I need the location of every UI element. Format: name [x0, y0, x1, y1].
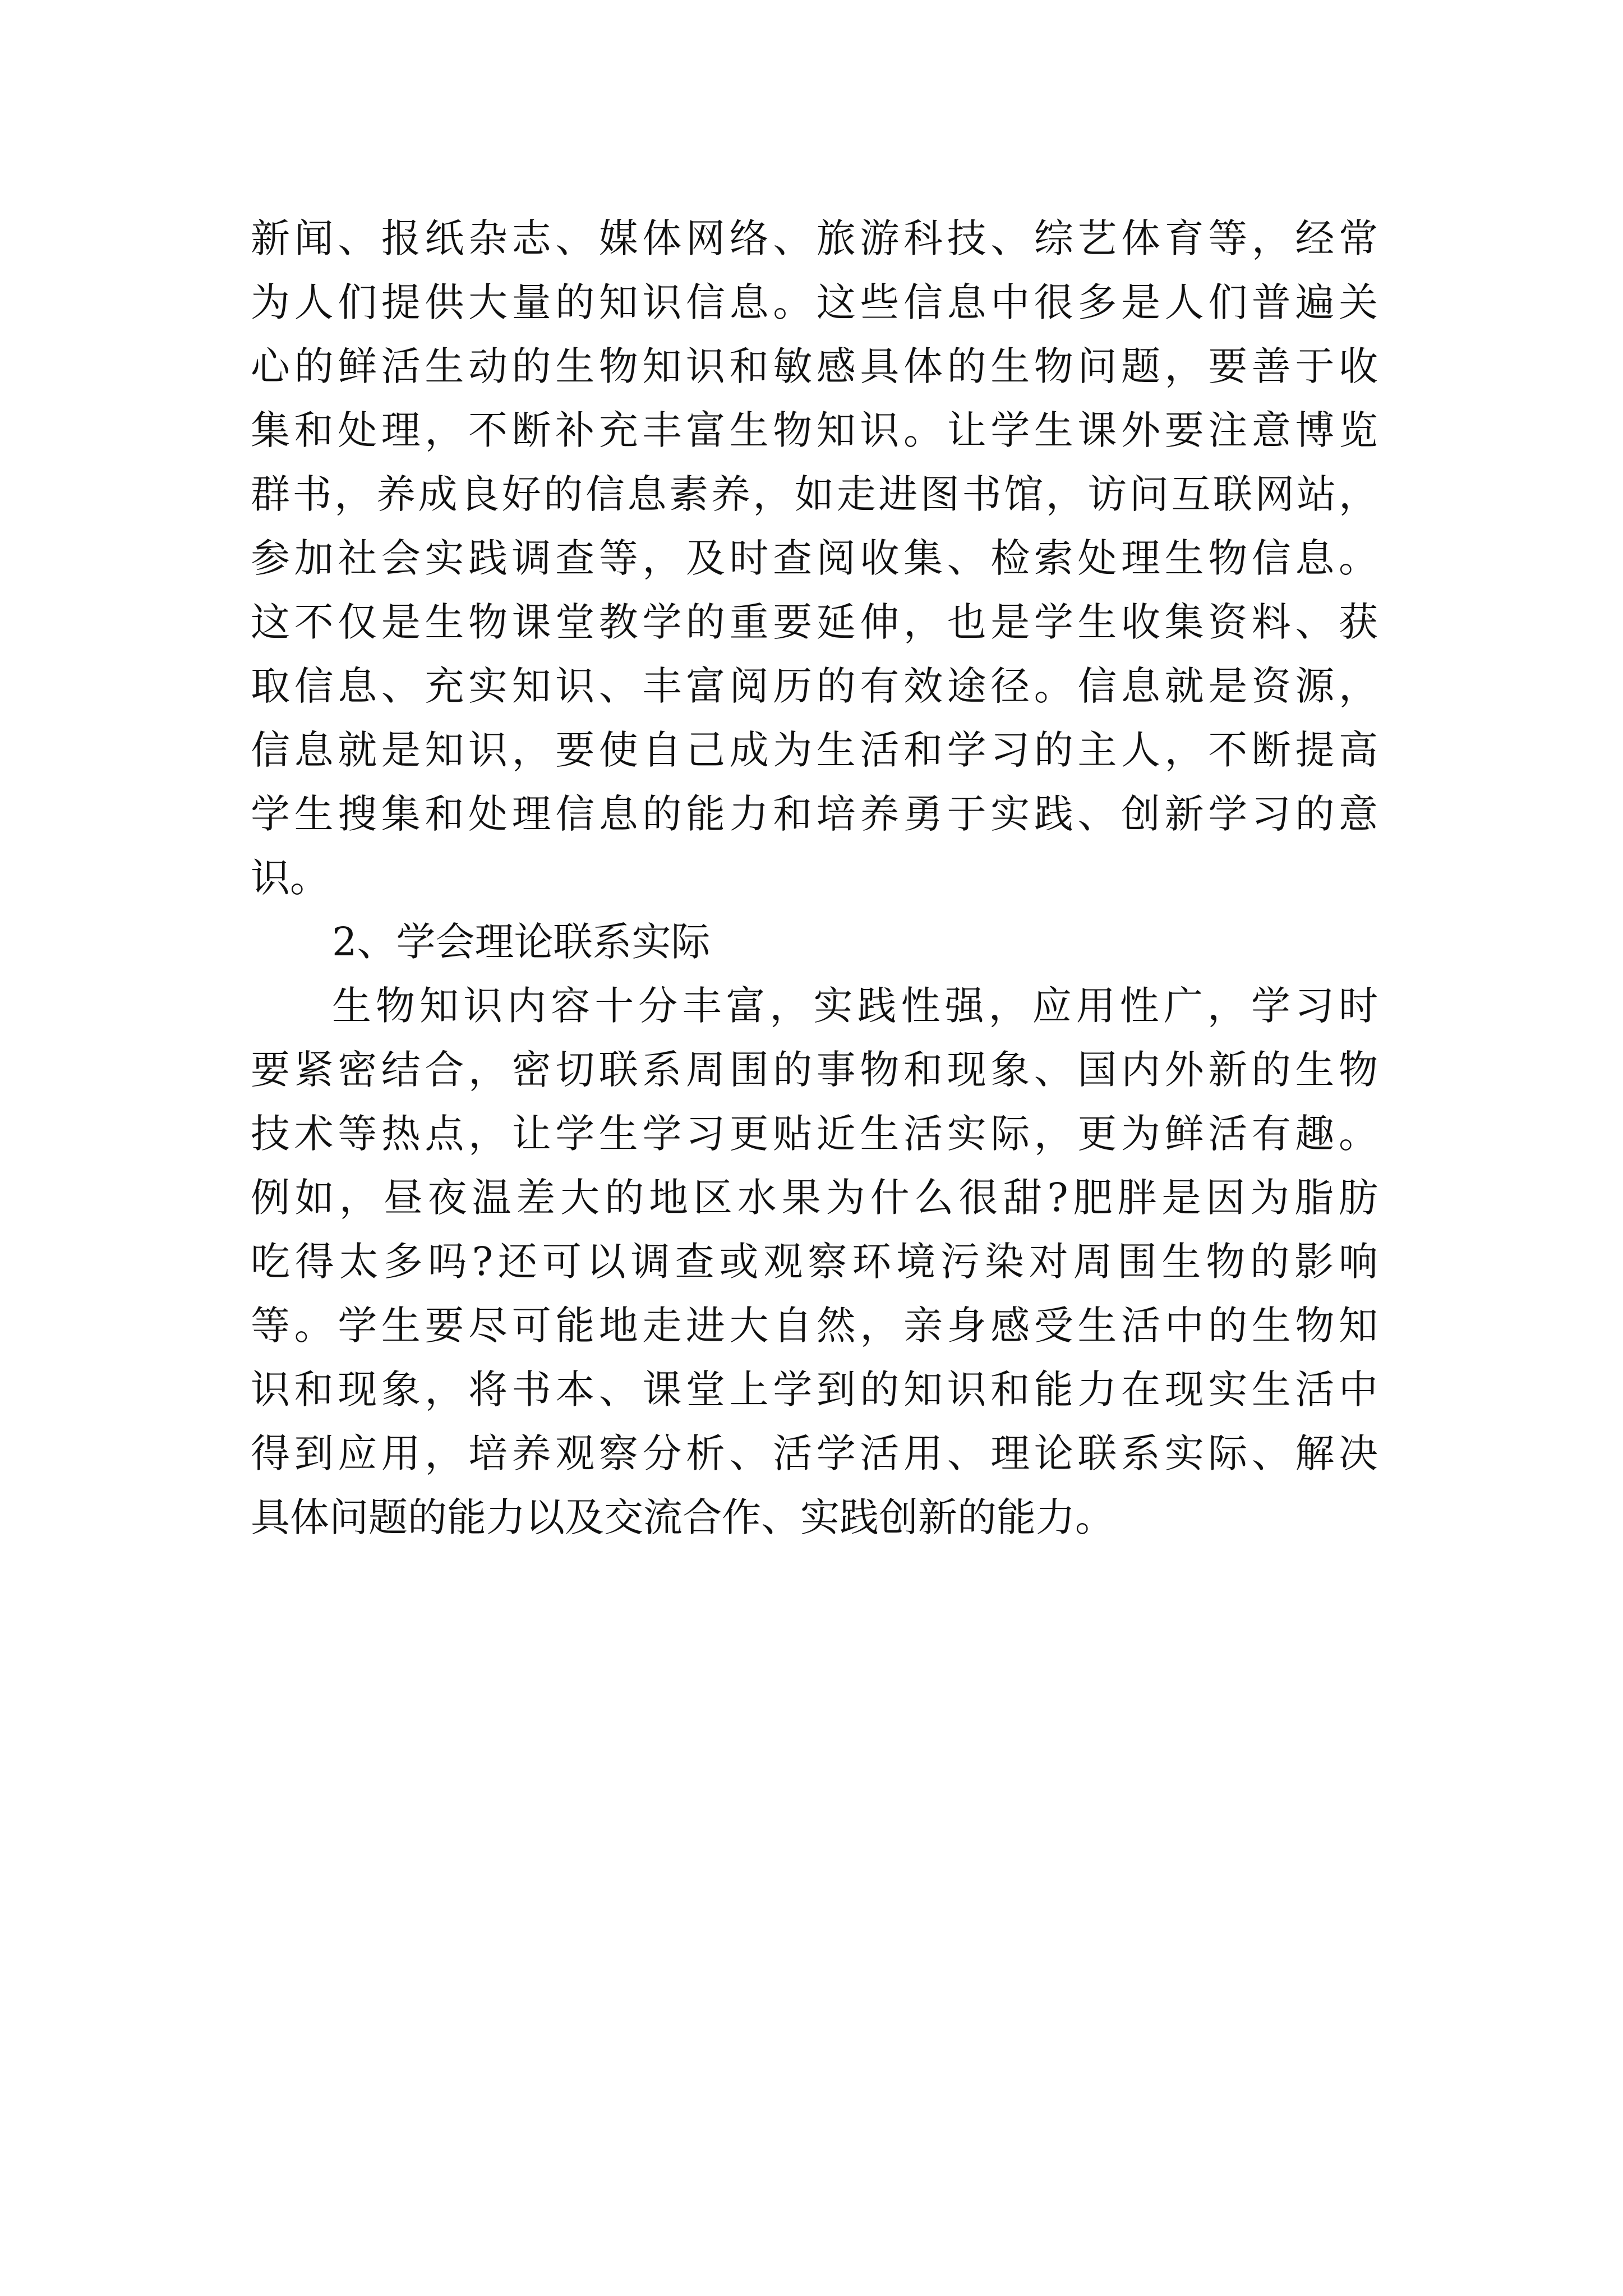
text-line: 具体问题的能力以及交流合作、实践创新的能力。	[251, 1494, 1114, 1540]
text-line: 为人们提供大量的知识信息。这些信息中很多是人们普遍关	[251, 279, 1378, 325]
text-line: 集和处理，不断补充丰富生物知识。让学生课外要注意博览	[251, 407, 1378, 453]
text-line: 吃得太多吗?还可以调查或观察环境污染对周围生物的影响	[251, 1239, 1378, 1285]
text-line: 参加社会实践调查等，及时查阅收集、检索处理生物信息。	[251, 535, 1378, 581]
text-line: 心的鲜活生动的生物知识和敏感具体的生物问题，要善于收	[251, 343, 1378, 389]
text-line: 信息就是知识，要使自己成为生活和学习的主人，不断提高	[251, 727, 1378, 773]
text-line: 要紧密结合，密切联系周围的事物和现象、国内外新的生物	[251, 1047, 1378, 1093]
text-line: 识。	[251, 855, 329, 901]
section-heading: 2、学会理论联系实际	[332, 919, 711, 965]
text-line: 生物知识内容十分丰富，实践性强，应用性广，学习时	[332, 983, 1378, 1029]
text-line: 技术等热点，让学生学习更贴近生活实际，更为鲜活有趣。	[251, 1111, 1378, 1157]
text-line: 得到应用，培养观察分析、活学活用、理论联系实际、解决	[251, 1430, 1378, 1476]
text-line: 这不仅是生物课堂教学的重要延伸，也是学生收集资料、获	[251, 599, 1378, 645]
text-line: 取信息、充实知识、丰富阅历的有效途径。信息就是资源，	[251, 663, 1378, 709]
body-text	[251, 206, 1378, 1549]
text-line: 群书，养成良好的信息素养，如走进图书馆，访问互联网站，	[251, 471, 1378, 517]
text-line: 等。学生要尽可能地走进大自然，亲身感受生活中的生物知	[251, 1303, 1378, 1349]
text-line: 新闻、报纸杂志、媒体网络、旅游科技、综艺体育等，经常	[251, 215, 1378, 261]
text-line: 例如，昼夜温差大的地区水果为什么很甜?肥胖是因为脂肪	[251, 1175, 1378, 1221]
text-line: 识和现象，将书本、课堂上学到的知识和能力在现实生活中	[251, 1366, 1378, 1412]
text-line: 学生搜集和处理信息的能力和培养勇于实践、创新学习的意	[251, 791, 1378, 837]
